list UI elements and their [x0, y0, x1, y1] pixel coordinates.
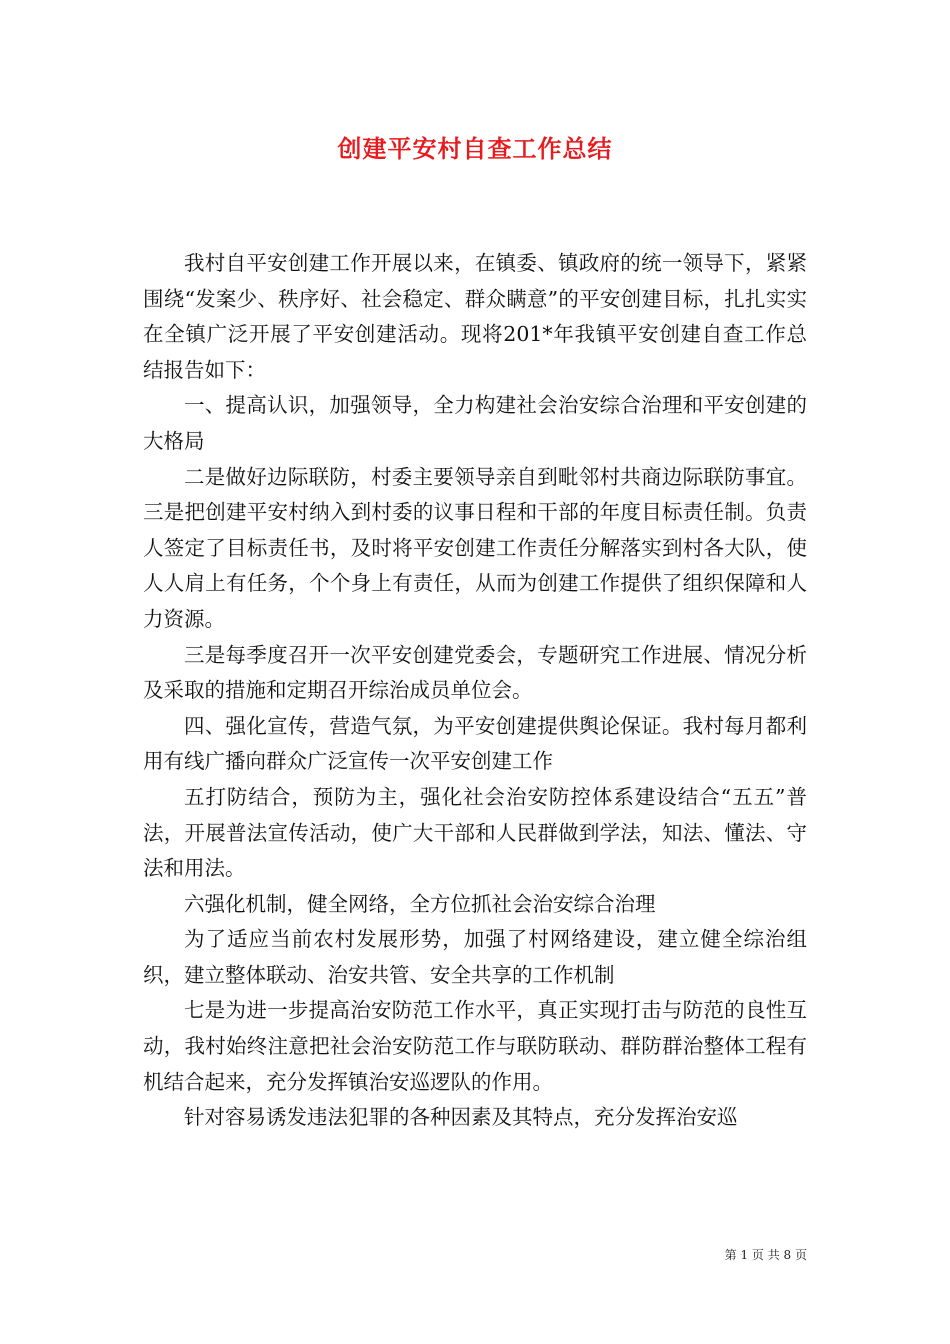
paragraph-border-defense: 二是做好边际联防，村委主要领导亲自到毗邻村共商边际联防事宜。三是把创建平安村纳入到村委的议事日程和干部的年度目标责任制。负责人签定了目标责任书，及时将平安创建工作责任分解落实到村各大队，使人人肩上有任务，个个身上有责任，从而为创建工作提供了组织保障和人力资源。 — [143, 464, 807, 631]
paragraph-intro: 我村自平安创建工作开展以来，在镇委、镇政府的统一领导下，紧紧围绕“发案少、秩序好、社会稳定、群众瞒意”的平安创建目标，扎扎实实在全镇广泛开展了平安创建活动。现将201*年我镇平安创建自查工作总结报告如下： — [143, 251, 807, 382]
paragraph-prevention: 五打防结合，预防为主，强化社会治安防控体系建设结合“五五”普法，开展普法宣传活动，使广大干部和人民群做到学法，知法、懂法、守法和用法。 — [143, 784, 807, 881]
paragraph-mechanism: 六强化机制，健全网络，全方位抓社会治安综合治理 — [184, 891, 656, 916]
paragraph-network: 为了适应当前农村发展形势，加强了村网络建设，建立健全综治组织，建立整体联动、治安共管、安全共享的工作机制 — [143, 927, 807, 987]
page-number: 第 1 页 共 8 页 — [724, 1248, 807, 1262]
document-title: 创建平安村自查工作总结 — [337, 134, 613, 163]
document-body — [143, 246, 807, 1136]
paragraph-heading-1: 一、提高认识，加强领导，全力构建社会治安综合治理和平安创建的大格局 — [143, 393, 807, 453]
paragraph-continued: 针对容易诱发违法犯罪的各种因素及其特点，充分发挥治安巡 — [184, 1105, 738, 1130]
paragraph-patrol: 七是为进一步提高治安防范工作水平，真正实现打击与防范的良性互动，我村始终注意把社会治安防范工作与联防联动、群防群治整体工程有机结合起来，充分发挥镇治安巡逻队的作用。 — [143, 998, 807, 1094]
paragraph-quarterly-meeting: 三是每季度召开一次平安创建党委会，专题研究工作进展、情况分析及采取的措施和定期召开综治成员单位会。 — [143, 642, 807, 703]
paragraph-publicity: 四、强化宣传，营造气氛，为平安创建提供舆论保证。我村每月都利用有线广播向群众广泛宣传一次平安创建工作 — [143, 713, 807, 774]
